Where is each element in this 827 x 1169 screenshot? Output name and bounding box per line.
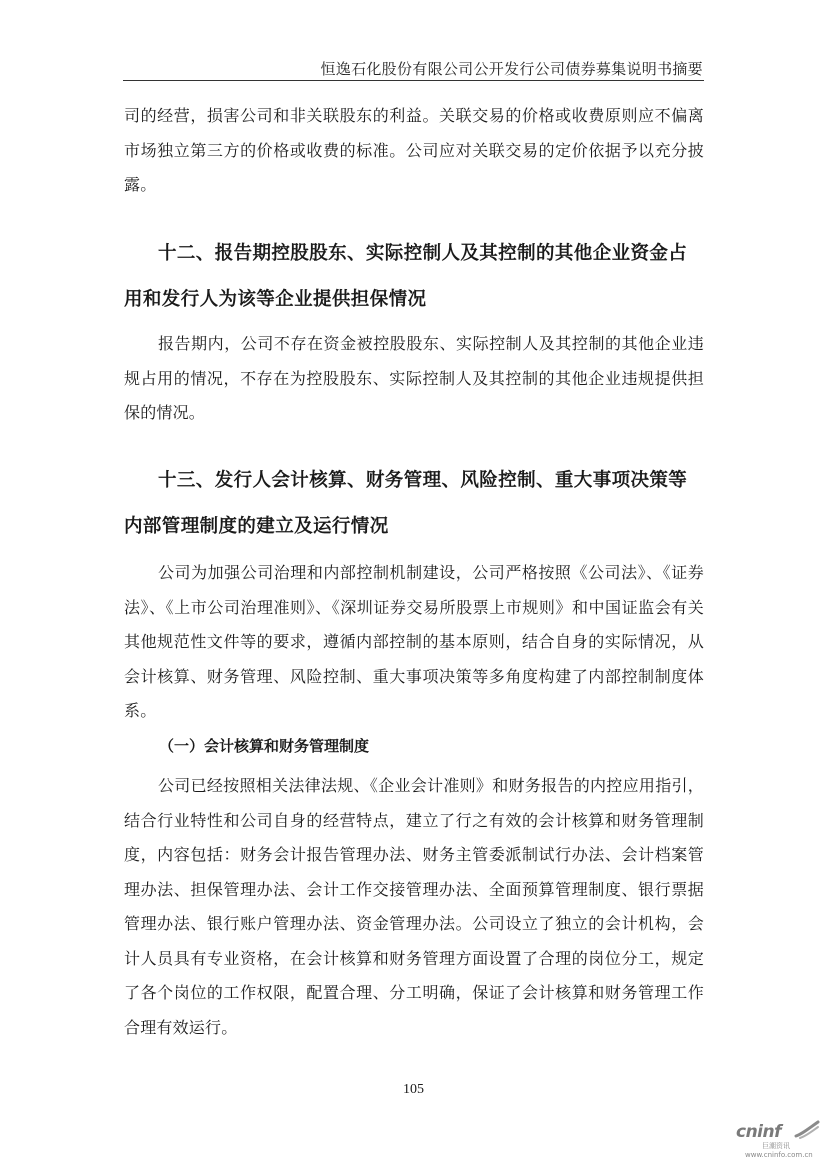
logo-url-text: www.cninfo.com.cn (745, 1151, 813, 1159)
paragraph-accounting-system: 公司已经按照相关法律法规、《企业会计准则》和财务报告的内控应用指引，结合行业特性和公司自身的经营特点，建立了行之有效的会计核算和财务管理制度，内容包括：财务会计报告管理办法、财务主管委派制试行办法、会计档案管理办法、担保管理办法、会计工作交接管理办法、全面预算管理制度、银行票据管理办法、银行账户管理办法、资金管理办法。公司设立了独立的会计机构，会计人员具有专业资格，在会计核算和财务管理方面设置了合理的岗位分工，规定了各个岗位的工作权限，配置合理、分工明确，保证了会计核算和财务管理工作合理有效运行。 (124, 776, 704, 1037)
section-heading-13: 十三、发行人会计核算、财务管理、风险控制、重大事项决策等内部管理制度的建立及运行情况 (124, 470, 688, 537)
logo-wordmark: cninf (736, 1122, 782, 1142)
logo-chinese-text: 巨潮资讯 (762, 1142, 790, 1150)
cninfo-logo (736, 1120, 820, 1162)
section-heading-12: 十二、报告期控股股东、实际控制人及其控制的其他企业资金占用和发行人为该等企业提供担保情况 (124, 243, 688, 310)
paragraph-internal-control: 公司为加强公司治理和内部控制机制建设，公司严格按照《公司法》、《证券法》、《上市公司治理准则》、《深圳证券交易所股票上市规则》和中国证监会有关其他规范性文件等的要求，遵循内部控制的基本原则，结合自身的实际情况，从会计核算、财务管理、风险控制、重大事项决策等多角度构建了内部控制制度体系。 (124, 563, 704, 720)
subsection-heading-1: （一）会计核算和财务管理制度 (159, 737, 370, 755)
page-number: 105 (403, 1082, 424, 1097)
paragraph-fund-occupation: 报告期内，公司不存在资金被控股股东、实际控制人及其控制的其他企业违规占用的情况，不存在为控股股东、实际控制人及其控制的其他企业违规提供担保的情况。 (124, 334, 704, 422)
document-title: 恒逸石化股份有限公司公开发行公司债券募集说明书摘要 (320, 60, 703, 78)
header-divider (123, 80, 704, 81)
paragraph-continuation: 司的经营，损害公司和非关联股东的利益。关联交易的价格或收费原则应不偏离市场独立第三方的价格或收费的标准。公司应对关联交易的定价依据予以充分披露。 (124, 106, 704, 194)
logo-swoosh-icon (794, 1120, 820, 1140)
